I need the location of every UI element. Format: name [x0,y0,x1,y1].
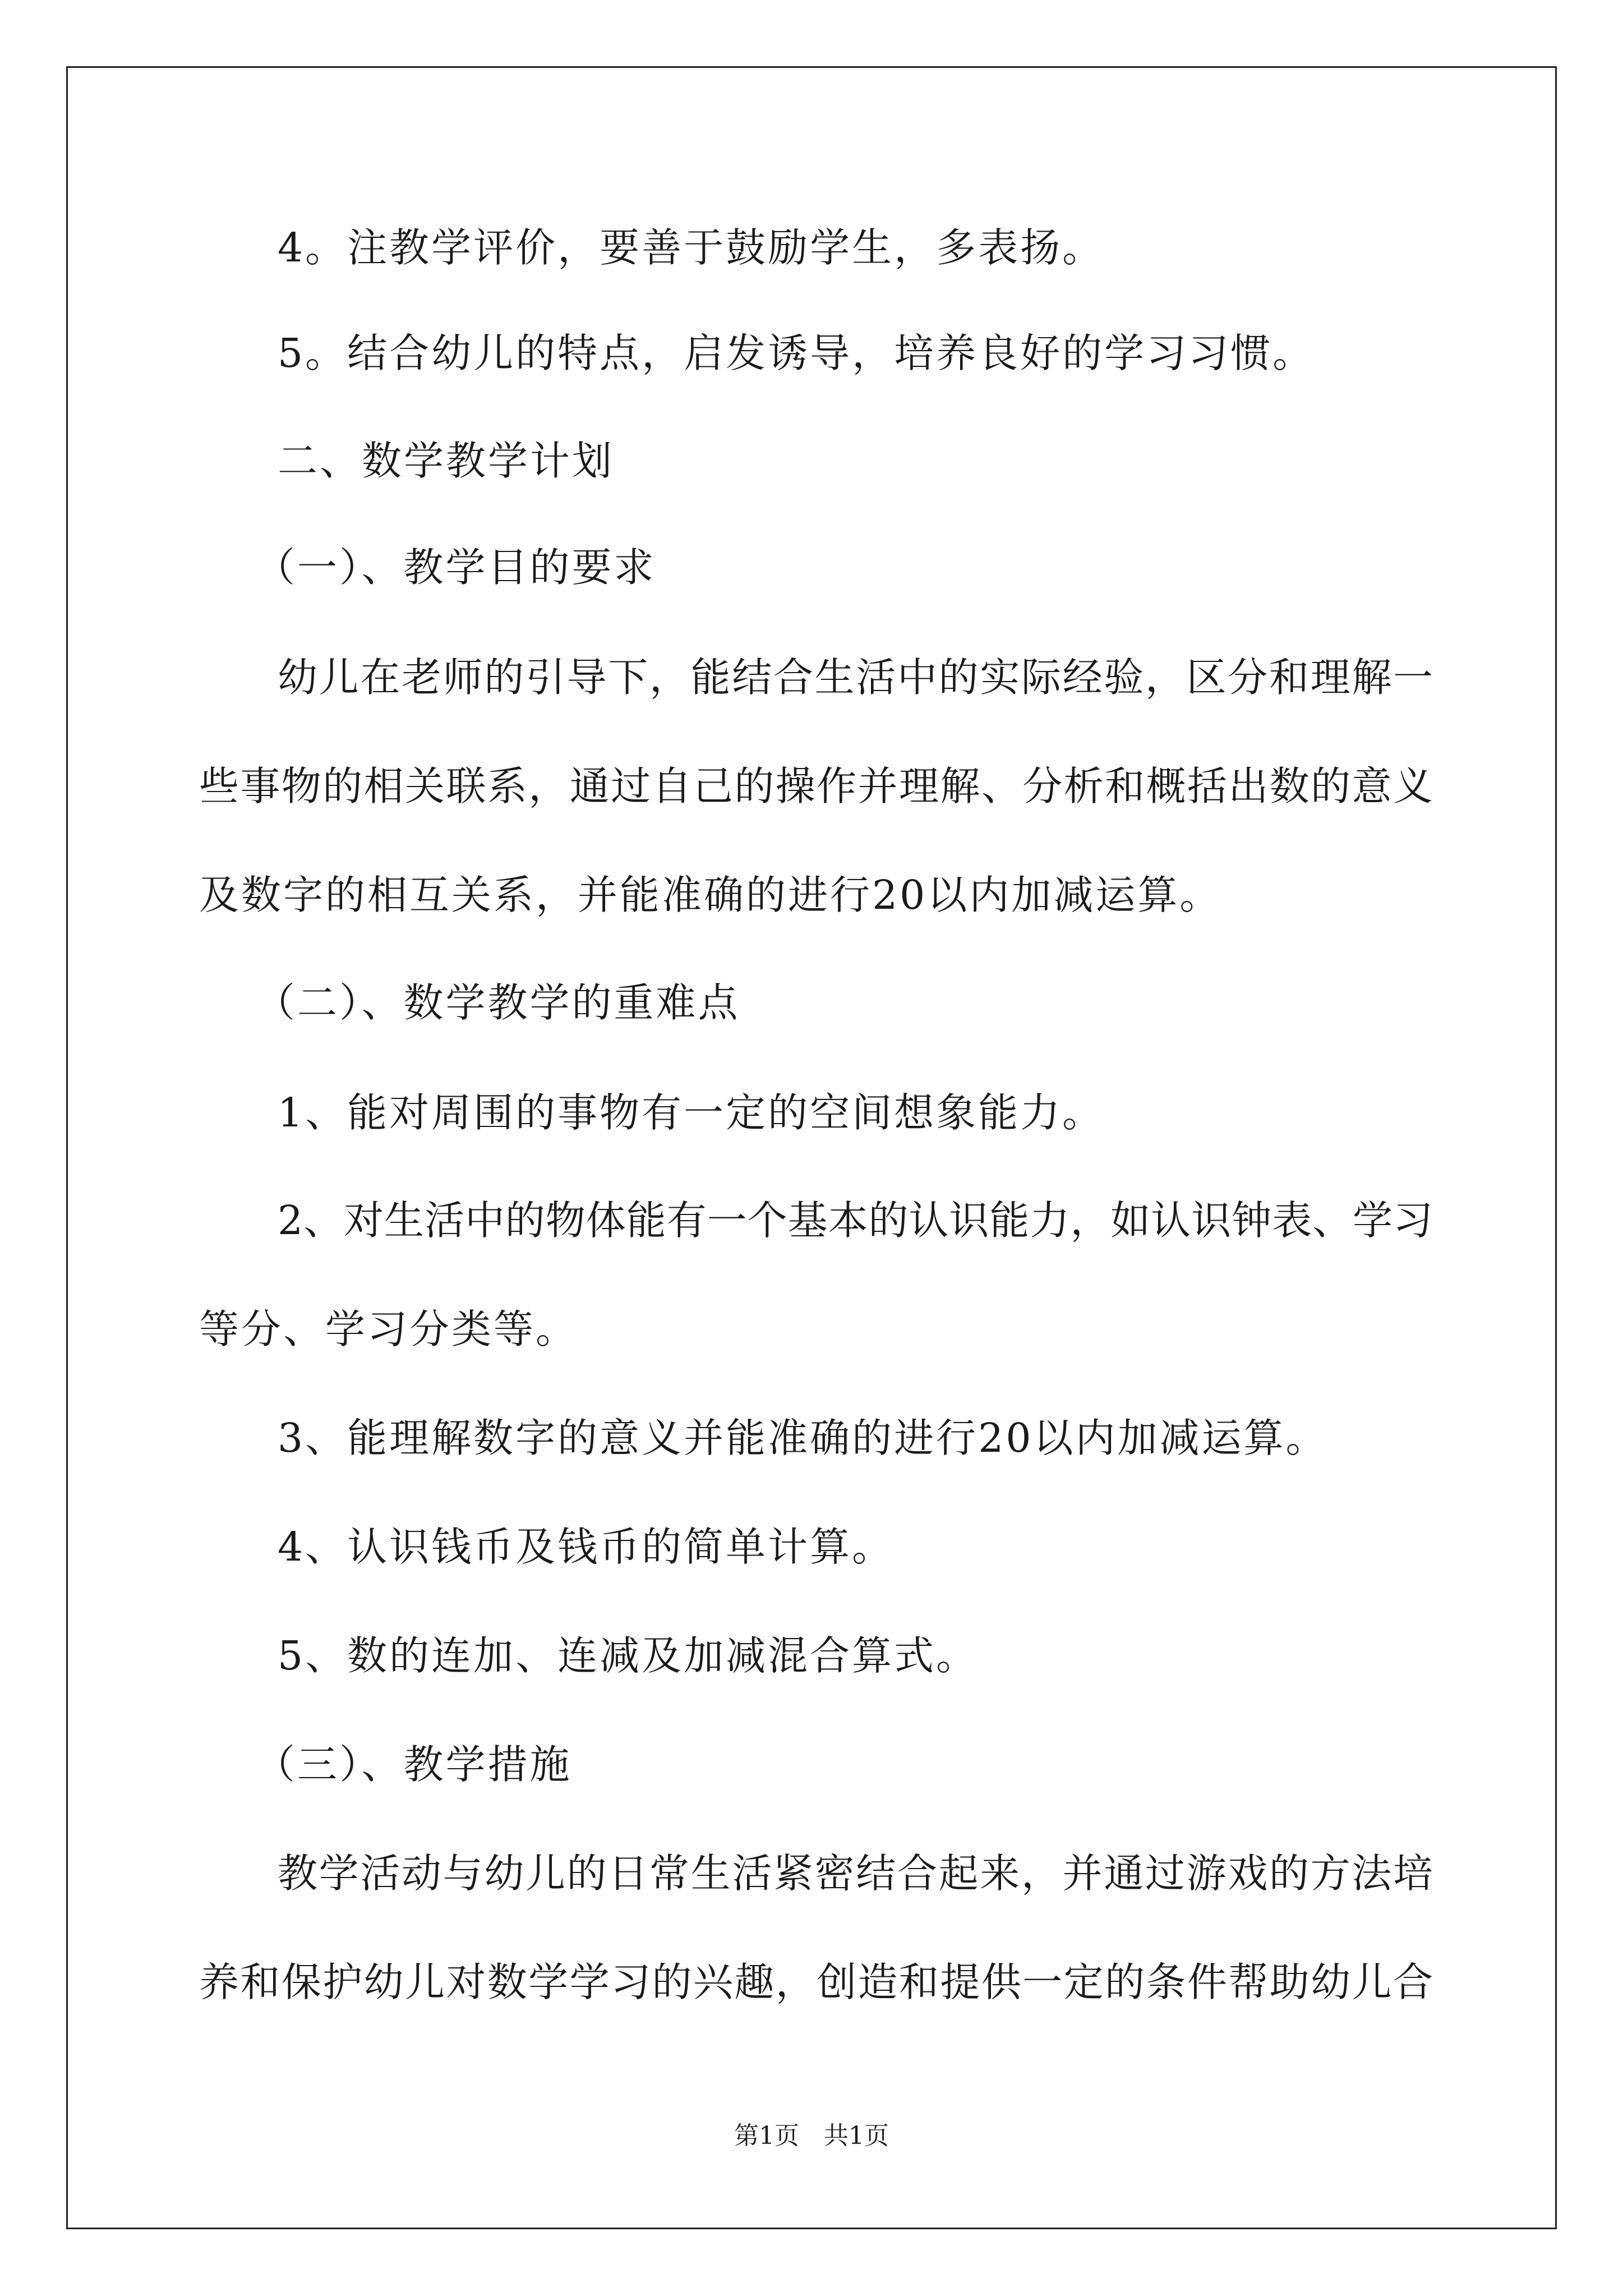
list-item-2-continued: 等分、学习分类等。 [199,1306,578,1352]
page-number-footer: 第1页 共1页 [734,2122,889,2150]
section-heading-math-plan: 二、数学教学计划 [278,438,615,484]
list-item-1: 1、能对周围的事物有一定的空间想象能力。 [278,1089,1105,1136]
paragraph-line-7: 及数字的相互关系，并能准确的进行20以内加减运算。 [199,872,1222,918]
paragraph-line-6: 些事物的相关联系，通过自己的操作并理解、分析和概括出数的意义 [199,763,1433,809]
subheading-measures: （三）、教学措施 [255,1741,572,1788]
page-border [66,66,1557,2229]
list-item-4: 4、认识钱币及钱币的简单计算。 [278,1524,895,1570]
paragraph-line-1: 4。注教学评价，要善于鼓励学生，多表扬。 [278,224,1105,271]
subheading-key-points: （二）、数学教学的重难点 [255,979,740,1026]
paragraph-line-2: 5。结合幼儿的特点，启发诱导，培养良好的学习习惯。 [278,330,1315,376]
subheading-goals: （一）、教学目的要求 [255,544,656,591]
paragraph-line-5: 幼儿在老师的引导下，能结合生活中的实际经验，区分和理解一 [278,654,1433,701]
paragraph-line-16: 教学活动与幼儿的日常生活紧密结合起来，并通过游戏的方法培 [278,1850,1433,1897]
list-item-3: 3、能理解数字的意义并能准确的进行20以内加减运算。 [278,1415,1328,1461]
list-item-2: 2、对生活中的物体能有一个基本的认识能力，如认识钟表、学习 [278,1197,1433,1244]
paragraph-line-17: 养和保护幼儿对数学学习的兴趣，创造和提供一定的条件帮助幼儿合 [199,1959,1433,2005]
list-item-5: 5、数的连加、连减及加减混合算式。 [278,1632,979,1679]
